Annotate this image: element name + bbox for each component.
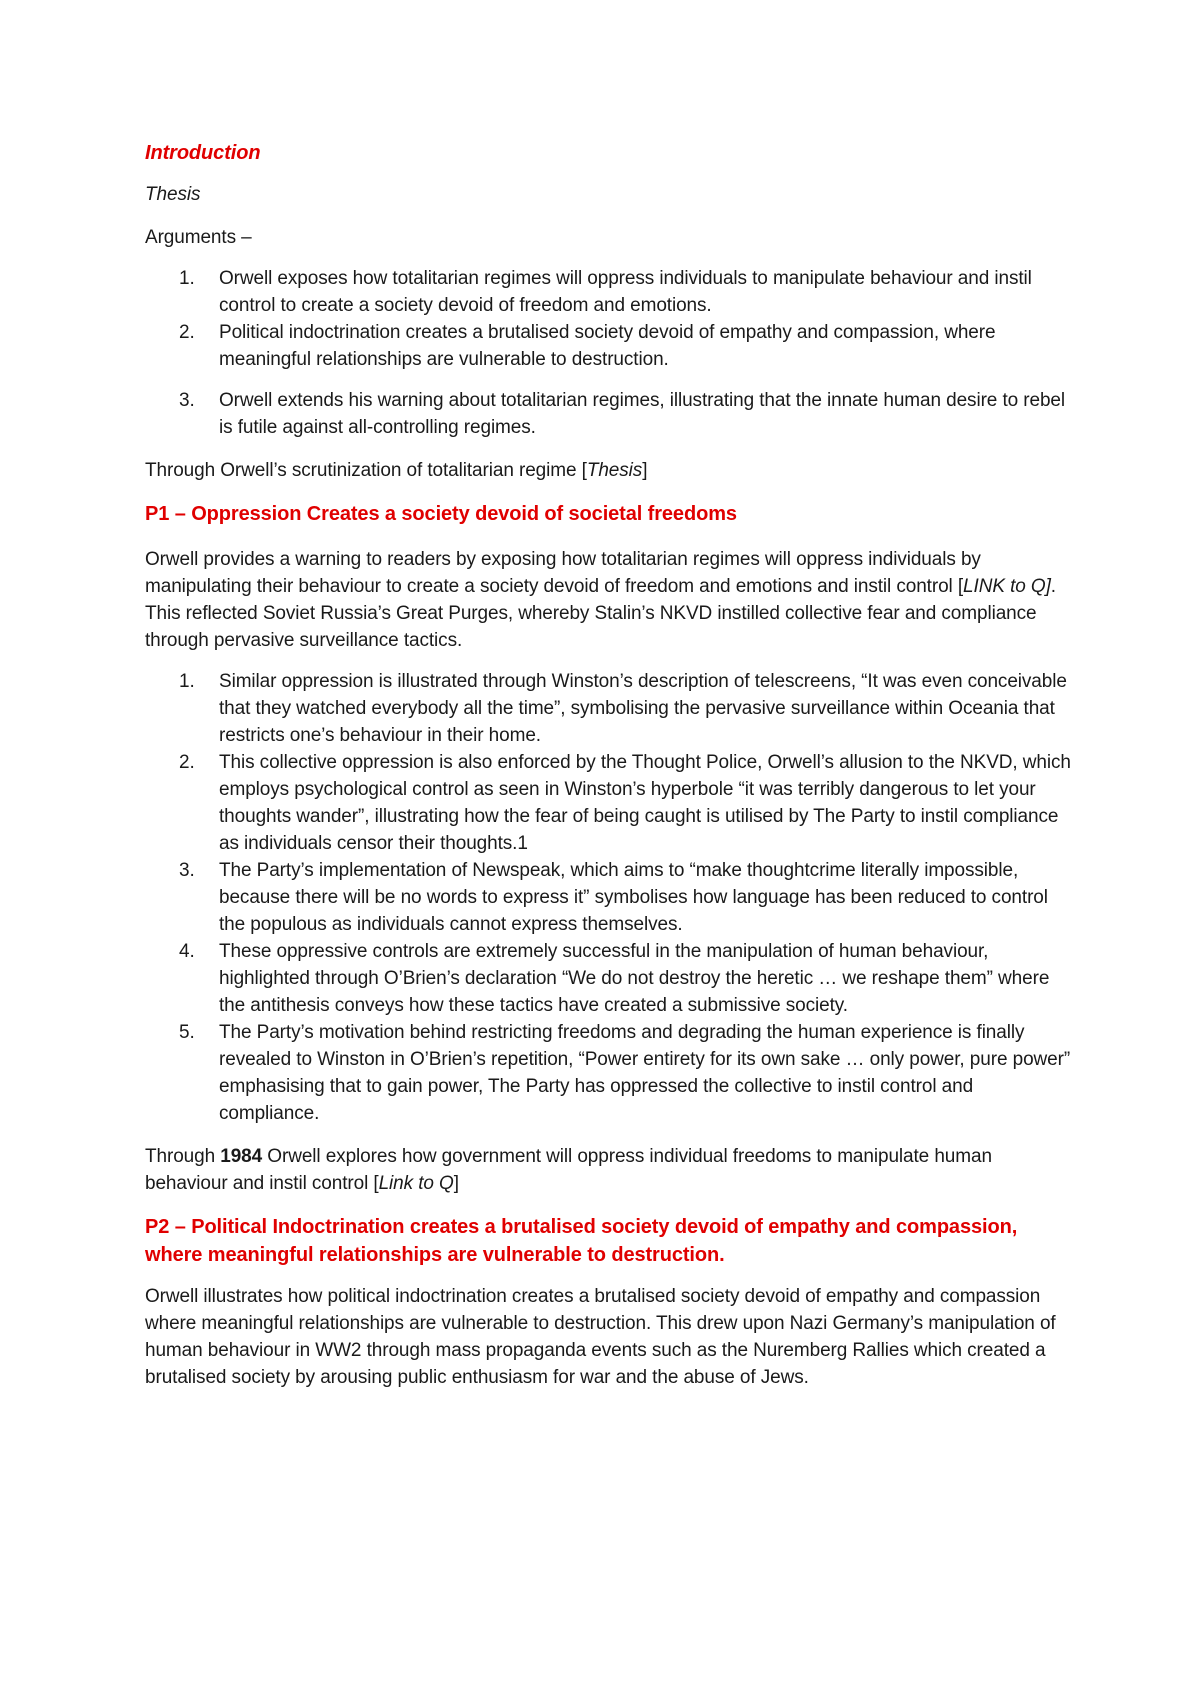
list-item [145,668,1075,749]
list-number: 3. [179,860,195,881]
list-item [145,265,1075,319]
list-number: 4. [179,941,195,962]
list-item [145,387,1075,441]
list-number: 3. [179,390,195,411]
p1-points-list [145,668,1075,1127]
list-text: Orwell extends his warning about totalitarian regimes, illustrating that the innate human desire to rebel is futile against all-controlling regimes. [219,390,1066,438]
intro-closing-text: Through Orwell’s scrutinization of totalitarian regime [ [145,460,587,481]
intro-closing [145,457,1075,484]
p1-intro-link: LINK to Q] [963,576,1051,597]
list-text: Political indoctrination creates a brutalised society devoid of empathy and compassion, where meaningful relationships are vulnerable to destruction. [219,322,996,370]
list-text: These oppressive controls are extremely successful in the manipulation of human behaviour, highlighted through O’Brien’s declaration “We do not destroy the heretic … we reshape them” where the antithesis conveys how these tactics have created a submissive society. [219,941,1050,1016]
list-item [145,749,1075,857]
intro-closing-thesis: Thesis [586,460,643,481]
list-text: This collective oppression is also enforced by the Thought Police, Orwell’s allusion to the NKVD, which employs psychological control as seen in Winston’s hyperbole “it was terribly dangerous to let your thoughts wander”, illustrating how the fear of being caught is utilised by The Party to instil compliance as individuals censor their thoughts.1 [219,752,1071,854]
p1-heading: P1 – Oppression Creates a society devoid of societal freedoms [145,503,737,525]
p1-closing-link: Link to Q [378,1173,454,1194]
list-item [145,938,1075,1019]
intro-closing-bracket: ] [642,460,648,481]
document-page [145,140,1075,1391]
p1-closing-mid: Orwell explores how government will oppress individual freedoms to manipulate human behaviour and instil control [ [145,1146,992,1194]
list-text: Orwell exposes how totalitarian regimes will oppress individuals to manipulate behaviour and instil control to create a society devoid of freedom and emotions. [219,268,1032,316]
list-number: 2. [179,752,195,773]
introduction-heading: Introduction [145,142,261,164]
list-text: The Party’s motivation behind restricting freedoms and degrading the human experience is finally revealed to Winston in O’Brien’s repetition, “Power entirety for its own sake … only power, pure power” emphasising that to gain power, The Party has oppressed the collective to instil control and compliance. [219,1022,1071,1124]
list-item [145,1019,1075,1127]
p2-body: Orwell illustrates how political indoctrination creates a brutalised society devoid of empathy and compassion where meaningful relationships are vulnerable to destruction. This drew upon Nazi Germany’s manipulation of human behaviour in WW2 through mass propaganda events such as the Nuremberg Rallies which created a brutalised society by arousing public enthusiasm for war and the abuse of Jews. [145,1286,1056,1388]
arguments-list [145,265,1075,441]
list-text: The Party’s implementation of Newspeak, which aims to “make thoughtcrime literally impossible, because there will be no words to express it” symbolises how language has been reduced to control the populous as individuals cannot express themselves. [219,860,1048,935]
p1-closing [145,1143,1075,1197]
list-number: 2. [179,322,195,343]
list-text: Similar oppression is illustrated through Winston’s description of telescreens, “It was even conceivable that they watched everybody all the time”, symbolising the pervasive surveillance within Oceania that restricts one’s behaviour in their home. [219,671,1067,746]
p1-closing-title: 1984 [220,1146,263,1167]
arguments-label: Arguments – [145,227,252,248]
list-item [145,319,1075,373]
p1-closing-text: Through [145,1146,221,1167]
p1-intro [145,546,1075,654]
list-item [145,857,1075,938]
thesis-label: Thesis [145,184,201,205]
p1-intro-text: Orwell provides a warning to readers by exposing how totalitarian regimes will oppress individuals by manipulating their behaviour to create a society devoid of freedom and emotions and instil control [ [145,549,981,597]
list-number: 1. [179,268,195,289]
p1-intro-rest: . This reflected Soviet Russia’s Great Purges, whereby Stalin’s NKVD instilled collective fear and compliance through pervasive surveillance tactics. [145,576,1056,651]
p2-heading: P2 – Political Indoctrination creates a brutalised society devoid of empathy and compassion, where meaningful relationships are vulnerable to destruction. [145,1216,1018,1266]
p1-closing-bracket: ] [453,1173,459,1194]
list-number: 1. [179,671,195,692]
list-number: 5. [179,1022,195,1043]
